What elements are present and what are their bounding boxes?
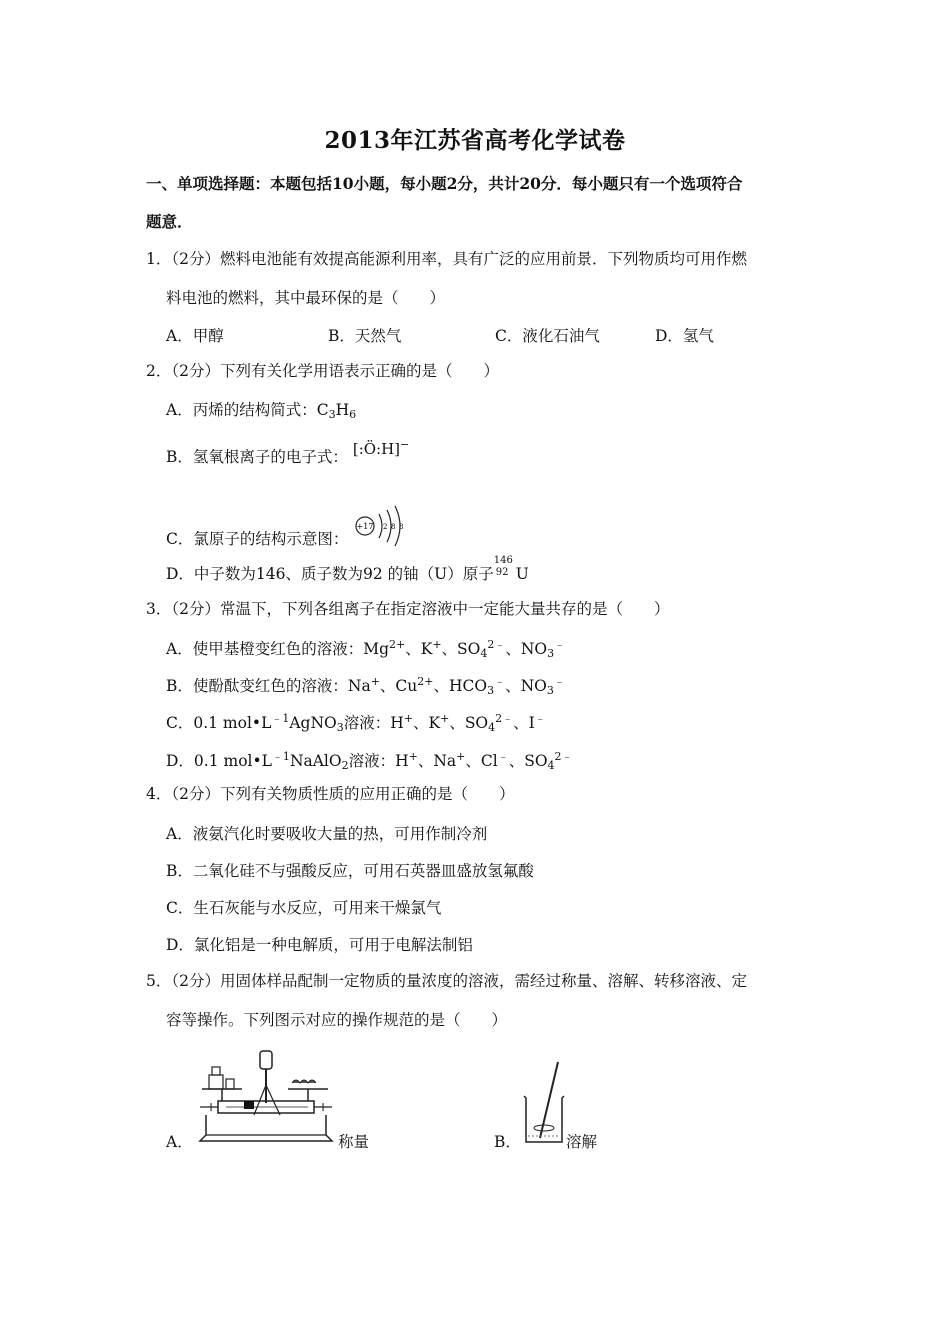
beaker-dissolving-diagram — [520, 1060, 566, 1150]
option-d-text: 、Na — [417, 752, 457, 770]
option-b-text: B．氢氧根离子的电子式： — [166, 448, 348, 466]
question-1-options — [166, 324, 714, 346]
option-c — [166, 710, 546, 734]
option-d-text: D．中子数为146、质子数为92 的铀（U）原子 — [166, 565, 494, 583]
option-a-caption: 称量 — [338, 1133, 370, 1151]
section-heading — [146, 165, 810, 241]
subscript: 4 — [480, 647, 488, 660]
section-heading-line2: 题意． — [146, 212, 193, 231]
superscript: + — [432, 638, 442, 651]
superscript: 2+ — [389, 638, 406, 651]
subscript: 4 — [488, 721, 496, 734]
option-a — [166, 636, 565, 660]
question-3 — [146, 590, 810, 628]
adjust-screw-icon: + — [206, 1100, 217, 1114]
question-number: 1． — [146, 250, 172, 268]
option-b-label: B． — [494, 1133, 521, 1151]
question-1 — [146, 240, 810, 278]
adjust-screw-icon: + — [318, 1100, 329, 1114]
option-b — [166, 438, 410, 467]
superscript: + — [408, 750, 418, 763]
question-5 — [146, 962, 810, 1000]
option-a — [166, 398, 356, 421]
subscript: 6 — [349, 408, 357, 421]
option-b-caption: 溶解 — [566, 1133, 598, 1151]
superscript: ﹣ — [553, 675, 565, 688]
page-title: 2013年江苏省高考化学试卷 — [324, 127, 626, 154]
question-stem: （2分）燃料电池能有效提高能源利用率，具有广泛的应用前景．下列物质均可用作燃 — [171, 250, 747, 268]
option-b-text: 、HCO — [433, 677, 488, 695]
question-stem: （2分）常温下，下列各组离子在指定溶液中一定能大量共存的是（ ） — [171, 600, 670, 618]
option-d — [166, 555, 529, 584]
option-d: D．氯化铝是一种电解质，可用于电解法制铝 — [166, 936, 473, 954]
question-number: 3． — [146, 600, 172, 618]
option-c-text: 、I — [513, 714, 535, 732]
option-d-text: NaAlO — [289, 752, 342, 770]
option-a-label: A． — [166, 1133, 193, 1151]
question-number: 4． — [146, 785, 172, 803]
question-number: 5． — [146, 972, 172, 990]
superscript: 2+ — [417, 675, 434, 688]
superscript: 2﹣ — [554, 750, 573, 763]
option-b-text: B．使酚酞变红色的溶液：Na — [166, 677, 371, 695]
option-d-text: 、Cl — [465, 752, 498, 770]
subscript: 3 — [547, 647, 555, 660]
option-d-text: D．0.1 mol•L — [166, 752, 272, 770]
option-c-text: C．0.1 mol•L — [166, 714, 272, 732]
electron-formula-text: [:Ö:H] — [352, 440, 401, 458]
subscript: 2 — [341, 759, 349, 772]
element-symbol: U — [515, 565, 529, 583]
electron-formula — [353, 440, 409, 458]
question-4 — [146, 775, 810, 813]
subscript: 3 — [336, 721, 344, 734]
option-a-text: A．丙烯的结构简式：C — [166, 401, 329, 419]
question-1-continuation: 料电池的燃料，其中最环保的是（ ） — [166, 289, 446, 307]
option-b: B．二氧化硅不与强酸反应，可用石英器皿盛放氢氟酸 — [166, 862, 534, 880]
option-a: A．液氨汽化时要吸收大量的热，可用作制冷剂 — [166, 825, 488, 843]
option-c: C．液化石油气 — [495, 327, 600, 345]
shell-label: 8 — [399, 523, 404, 531]
charge-superscript: − — [400, 438, 410, 451]
nucleus-label: +17 — [356, 522, 374, 531]
option-b-text: 、Cu — [379, 677, 418, 695]
option-d: D．氢气 — [655, 327, 714, 345]
superscript: + — [403, 712, 413, 725]
superscript: ﹣ — [554, 638, 566, 651]
option-a-text: A．使甲基橙变红色的溶液：Mg — [166, 640, 389, 658]
option-c-text: 、SO — [449, 714, 489, 732]
superscript: + — [370, 675, 380, 688]
option-a-text: 、K — [405, 640, 433, 658]
question-number: 2． — [146, 362, 172, 380]
shell-label: 2 — [383, 523, 388, 531]
option-a-text: 、NO — [505, 640, 548, 658]
shell-label: 8 — [391, 523, 396, 531]
section-heading-line1: 一、单项选择题：本题包括10小题，每小题2分，共计20分．每小题只有一个选项符合 — [146, 174, 743, 193]
superscript: ﹣1 — [271, 712, 290, 725]
question-stem: （2分）用固体样品配制一定物质的量浓度的溶液，需经过称量、溶解、转移溶液、定 — [171, 972, 747, 990]
chlorine-atom-diagram — [353, 504, 407, 548]
superscript: ﹣1 — [271, 750, 290, 763]
question-stem: （2分）下列有关化学用语表示正确的是（ ） — [171, 362, 499, 380]
balance-scale-diagram — [196, 1045, 336, 1149]
option-a-text: H — [335, 401, 350, 419]
mass-number: 146 — [493, 555, 513, 566]
option-b-text: 、NO — [505, 677, 547, 695]
option-a-text: 、SO — [441, 640, 481, 658]
option-d-text: 溶液：H — [348, 752, 409, 770]
option-c-text: 、K — [413, 714, 441, 732]
subscript: 3 — [546, 684, 554, 697]
subscript: 3 — [328, 408, 336, 421]
option-b: B．天然气 — [328, 327, 402, 345]
option-c: C．生石灰能与水反应，可用来干燥氯气 — [166, 899, 442, 917]
option-a: A．甲醇 — [166, 327, 224, 345]
superscript: + — [440, 712, 450, 725]
question-stem: （2分）下列有关物质性质的应用正确的是（ ） — [171, 785, 515, 803]
superscript: ﹣ — [497, 750, 509, 763]
option-c — [166, 518, 407, 562]
question-2 — [146, 352, 810, 390]
option-c-text: 溶液：H — [343, 714, 404, 732]
superscript: 2﹣ — [487, 638, 506, 651]
subscript: 4 — [547, 759, 555, 772]
superscript: 2﹣ — [495, 712, 514, 725]
option-b — [166, 673, 565, 697]
option-d-text: 、SO — [508, 752, 548, 770]
question-5-continuation: 容等操作。下列图示对应的操作规范的是（ ） — [166, 1011, 508, 1029]
subscript: 3 — [487, 684, 495, 697]
option-d — [166, 748, 573, 772]
option-c-text: C．氯原子的结构示意图： — [166, 530, 349, 548]
superscript: ﹣ — [494, 675, 506, 688]
superscript: + — [456, 750, 466, 763]
stirring-rod-icon — [540, 1062, 558, 1138]
nuclide-notation — [493, 555, 516, 579]
option-c-text: AgNO — [289, 714, 337, 732]
atomic-number: 92 — [495, 567, 509, 578]
superscript: ﹣ — [534, 712, 546, 725]
